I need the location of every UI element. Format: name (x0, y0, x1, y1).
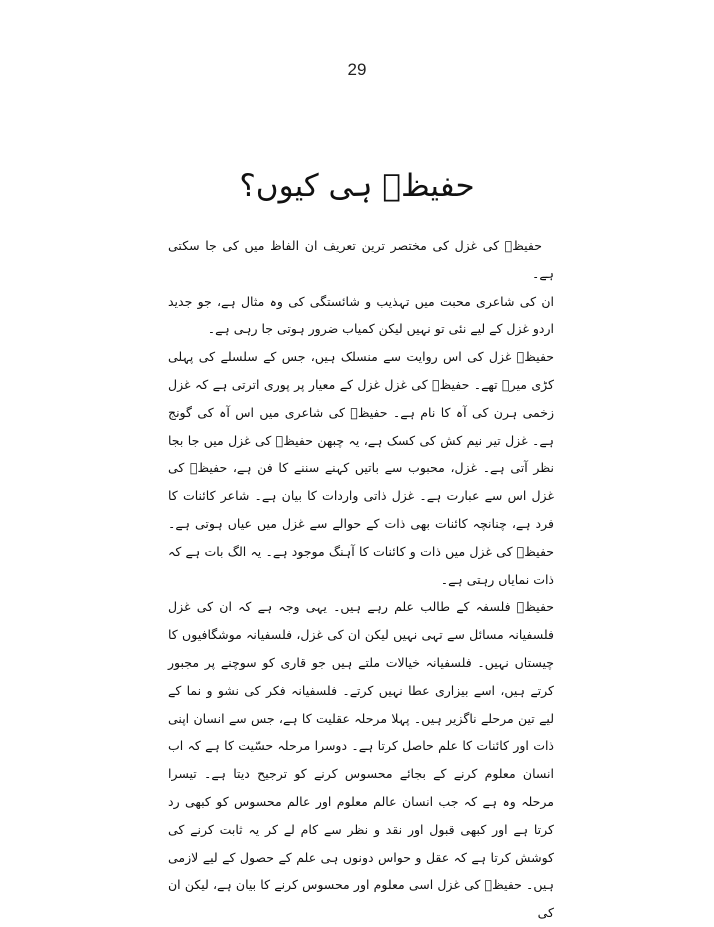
paragraph-1: حفیظؔ کی غزل کی مختصر ترین تعریف ان الفاظ میں کی جا سکتی ہے۔ (168, 238, 554, 281)
body-text (168, 232, 554, 927)
paragraph-3: حفیظؔ غزل کی اس روایت سے منسلک ہیں، جس کے سلسلے کی پہلی کڑی میرؔ تھے۔ حفیظؔ کی غزل غزل کے معیار پر پوری اترتی ہے کہ غزل زخمی ہرن کی آہ کا نام ہے۔ حفیظؔ کی شاعری میں اس آہ کی گونج ہے۔ غزل تیر نیم کش کی کسک ہے، یہ چبھن حفیظؔ کی غزل میں جا بجا نظر آتی ہے۔ غزل، محبوب سے باتیں کہنے سننے کا فن ہے، حفیظؔ کی غزل اس سے عبارت ہے۔ غزل ذاتی واردات کا بیان ہے۔ شاعر کائنات کا فرد ہے، چنانچہ کائنات بھی ذات کے حوالے سے غزل میں عیاں ہوتی ہے۔ حفیظؔ کی غزل میں ذات و کائنات کا آہنگ موجود ہے۔ یہ الگ بات ہے کہ ذات نمایاں رہتی ہے۔ (168, 349, 554, 587)
paragraph-2: ان کی شاعری محبت میں تہذیب و شائستگی کی وہ مثال ہے، جو جدید اردو غزل کے لیے نئی تو نہیں لیکن کمیاب ضرور ہوتی جا رہی ہے۔ (168, 293, 554, 337)
page-number: 29 (347, 60, 367, 79)
paragraph-4: حفیظؔ فلسفہ کے طالب علم رہے ہیں۔ یہی وجہ ہے کہ ان کی غزل فلسفیانہ مسائل سے تہی نہیں لیکن ان کی غزل، فلسفیانہ موشگافیوں کا چیستاں نہیں۔ فلسفیانہ خیالات ملتے ہیں جو قاری کو سوچنے پر مجبور کرتے ہیں، اسے بیزاری عطا نہیں کرتے۔ فلسفیانہ فکر کی نشو و نما کے لیے تین مرحلے ناگزیر ہیں۔ پہلا مرحلہ عقلیت کا ہے، جس سے انسان اپنی ذات اور کائنات کا علم حاصل کرتا ہے۔ دوسرا مرحلہ حسّیت کا ہے کہ اب انسان معلوم کرنے کے بجائے محسوس کرنے کو ترجیح دیتا ہے۔ تیسرا مرحلہ وہ ہے کہ جب انسان عالم معلوم اور عالم محسوس کو کبھی رد کرتا ہے اور کبھی قبول اور نقد و نظر سے کام لے کر یہ ثابت کرنے کی کوشش کرتا ہے کہ عقل و حواس دونوں ہی علم کے حصول کے لیے لازمی ہیں۔ حفیظؔ کی غزل اسی معلوم اور محسوس کرنے کا بیان ہے، لیکن ان کی (168, 599, 554, 921)
chapter-title: حفیظؔ ہی کیوں؟ (239, 168, 475, 204)
